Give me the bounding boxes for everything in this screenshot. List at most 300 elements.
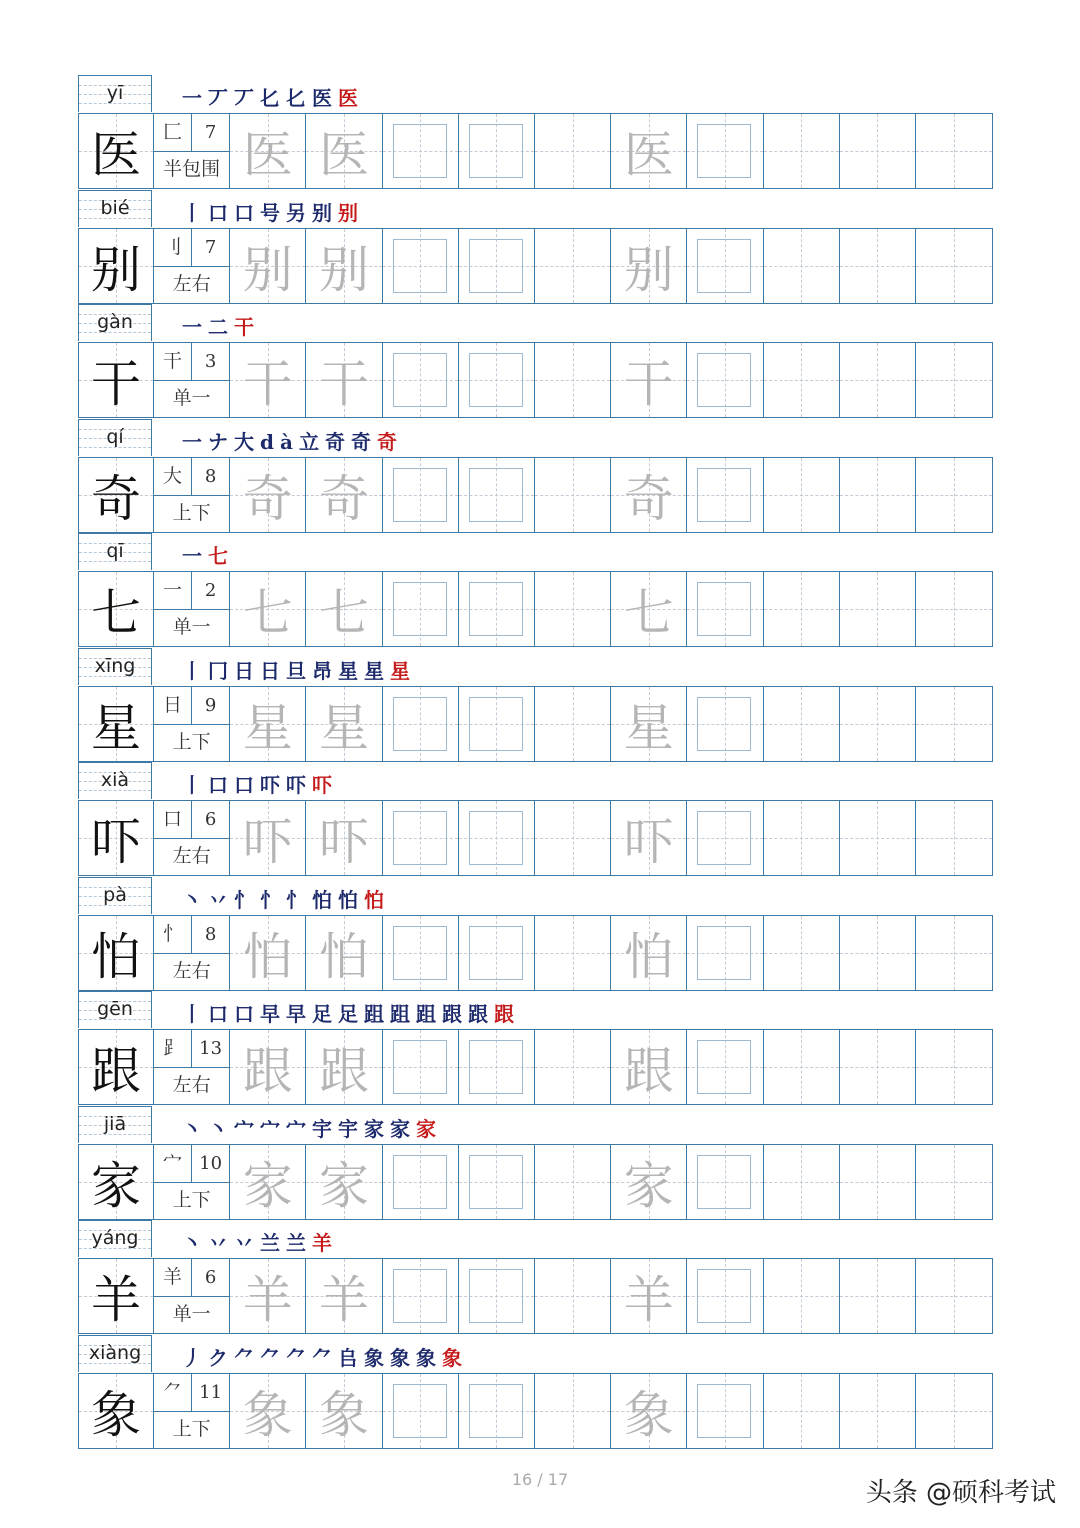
writing-box-cell — [459, 1259, 535, 1333]
stroke-step-final: 医 — [338, 86, 364, 110]
main-char: 干 — [91, 355, 141, 413]
writing-box-cell — [687, 1030, 763, 1104]
stroke-step: 冂 — [208, 658, 234, 683]
practice-grid-row — [78, 800, 993, 876]
trace-cell — [230, 1259, 306, 1333]
stroke-step: 日 — [260, 658, 286, 683]
writing-box-cell — [383, 229, 459, 303]
trace-cell — [306, 687, 382, 761]
trace-char: 星 — [242, 698, 293, 757]
radical: 干 — [154, 343, 192, 380]
writing-box-cell — [459, 1374, 535, 1448]
stroke-step: 立 — [298, 429, 325, 454]
blank-practice-cell — [840, 1145, 916, 1219]
stroke-step: 跙 — [416, 1002, 442, 1026]
writing-box — [697, 124, 751, 178]
blank-practice-cell — [764, 1030, 840, 1104]
stroke-step: 口 — [208, 200, 234, 225]
writing-box — [697, 1040, 751, 1094]
stroke-step-final: 家 — [416, 1116, 442, 1141]
stroke-step: 丷 — [208, 1231, 234, 1255]
trace-cell — [230, 1145, 306, 1219]
stroke-step: 宇 — [312, 1116, 338, 1141]
stroke-step: 奇 — [350, 429, 377, 454]
stroke-step: 怕 — [312, 887, 338, 912]
pinyin-row — [78, 1220, 993, 1258]
char-info-cell — [154, 114, 230, 188]
writing-box — [697, 1155, 751, 1209]
pinyin-cell — [78, 75, 152, 112]
blank-practice-cell — [840, 1374, 916, 1448]
writing-box-cell — [687, 687, 763, 761]
stroke-step-final: 羊 — [312, 1231, 338, 1255]
stroke-step: 大 — [234, 429, 260, 454]
pinyin-text: yáng — [91, 1227, 139, 1249]
practice-grid-row — [78, 113, 993, 189]
blank-practice-cell — [840, 343, 916, 417]
radical: 日 — [154, 687, 192, 724]
stroke-step-final: 跟 — [494, 1002, 520, 1026]
char-info-cell — [154, 572, 230, 646]
writing-box-cell — [383, 687, 459, 761]
main-char-cell — [79, 1259, 154, 1333]
trace-char: 象 — [242, 1385, 293, 1444]
blank-practice-cell — [764, 687, 840, 761]
trace-cell — [611, 1145, 687, 1219]
blank-practice-cell — [916, 114, 992, 188]
trace-char: 羊 — [242, 1271, 293, 1329]
main-char-cell — [79, 114, 154, 188]
stroke-step-final: 象 — [442, 1345, 468, 1370]
trace-char: 星 — [318, 698, 369, 757]
writing-box — [469, 697, 523, 751]
pinyin-text: xīng — [94, 654, 136, 677]
blank-practice-cell — [764, 572, 840, 646]
stroke-step: 兰 — [260, 1231, 286, 1255]
main-char: 吓 — [91, 813, 141, 871]
stroke-step: 丨 — [182, 200, 208, 225]
writing-box-cell — [459, 343, 535, 417]
writing-box — [469, 468, 523, 522]
char-block — [78, 190, 993, 305]
blank-practice-cell — [916, 1374, 992, 1448]
writing-box-cell — [383, 114, 459, 188]
main-char: 跟 — [91, 1042, 141, 1100]
writing-box — [393, 811, 447, 865]
pinyin-cell — [78, 533, 152, 570]
stroke-step: 家 — [364, 1116, 390, 1141]
writing-box — [697, 582, 751, 636]
trace-cell — [230, 114, 306, 188]
structure: 半包围 — [163, 158, 221, 180]
trace-cell — [306, 1145, 382, 1219]
stroke-step: 跟 — [442, 1002, 468, 1026]
writing-box — [393, 1040, 447, 1094]
stroke-step: 足 — [312, 1002, 338, 1026]
trace-cell — [306, 572, 382, 646]
trace-char: 奇 — [623, 469, 674, 528]
writing-box — [393, 239, 447, 293]
practice-grid-row — [78, 342, 993, 418]
blank-practice-cell — [840, 229, 916, 303]
writing-box — [469, 1384, 523, 1438]
writing-box — [697, 811, 751, 865]
stroke-step: 家 — [390, 1116, 416, 1141]
main-char-cell — [79, 229, 154, 303]
stroke-step: 丨 — [182, 1002, 208, 1026]
trace-cell — [611, 916, 687, 990]
stroke-step: 忄 — [260, 887, 286, 912]
blank-practice-cell — [916, 1030, 992, 1104]
writing-box — [469, 811, 523, 865]
practice-grid-row — [78, 228, 993, 304]
writing-box — [469, 353, 523, 407]
trace-char: 吓 — [318, 813, 369, 871]
blank-practice-cell — [916, 229, 992, 303]
trace-char: 别 — [318, 240, 369, 299]
writing-box-cell — [459, 1145, 535, 1219]
writing-box-cell — [383, 343, 459, 417]
trace-cell — [230, 343, 306, 417]
stroke-order — [182, 426, 403, 455]
writing-box-cell — [383, 916, 459, 990]
trace-char: 跟 — [623, 1042, 674, 1100]
practice-grid-row — [78, 1258, 993, 1334]
stroke-step: 一 — [182, 544, 208, 568]
trace-cell — [611, 1374, 687, 1448]
stroke-step: 足 — [338, 1002, 364, 1026]
blank-practice-cell — [764, 1374, 840, 1448]
stroke-step: 丶 — [182, 887, 208, 912]
stroke-order — [182, 540, 234, 569]
trace-char: 怕 — [318, 927, 369, 986]
stroke-step: 星 — [338, 658, 364, 683]
pinyin-text: bié — [100, 196, 130, 219]
char-info-cell — [154, 1145, 230, 1219]
trace-char: 医 — [242, 126, 293, 184]
blank-practice-cell — [840, 916, 916, 990]
stroke-step: 丨 — [182, 773, 208, 797]
stroke-step: 号 — [260, 200, 286, 225]
trace-char: 家 — [623, 1156, 674, 1215]
stroke-step: ナ — [208, 429, 234, 454]
main-char: 家 — [91, 1156, 141, 1215]
stroke-count: 10 — [199, 1152, 223, 1174]
pinyin-text: xià — [100, 769, 130, 791]
blank-practice-cell — [764, 458, 840, 532]
stroke-step-final: 吓 — [312, 773, 338, 797]
pinyin-row — [78, 762, 993, 800]
trace-char: 干 — [623, 355, 674, 413]
pinyin-cell — [78, 1106, 152, 1143]
blank-practice-cell — [840, 114, 916, 188]
stroke-count: 7 — [204, 122, 217, 143]
stroke-step: 𠂤 — [338, 1345, 364, 1370]
writing-box — [393, 124, 447, 178]
stroke-step: 口 — [208, 773, 234, 797]
blank-practice-cell — [535, 1145, 611, 1219]
pinyin-row — [78, 1335, 993, 1373]
trace-cell — [611, 1259, 687, 1333]
blank-practice-cell — [916, 458, 992, 532]
writing-box-cell — [383, 1030, 459, 1104]
pinyin-row — [78, 991, 993, 1029]
blank-practice-cell — [535, 687, 611, 761]
trace-cell — [230, 1374, 306, 1448]
stroke-step: 口 — [234, 200, 260, 225]
blank-practice-cell — [535, 229, 611, 303]
trace-cell — [306, 801, 382, 875]
writing-box-cell — [687, 458, 763, 532]
stroke-step: 吓 — [286, 773, 312, 797]
stroke-step-final: 怕 — [364, 887, 390, 912]
stroke-count: 8 — [204, 923, 217, 945]
stroke-order — [182, 769, 338, 798]
trace-char: 干 — [242, 355, 293, 413]
stroke-step: 丷 — [234, 1231, 260, 1255]
trace-char: 家 — [242, 1156, 293, 1215]
trace-char: 羊 — [318, 1271, 369, 1329]
writing-box-cell — [459, 572, 535, 646]
pinyin-row — [78, 419, 993, 457]
blank-practice-cell — [535, 916, 611, 990]
writing-box — [469, 926, 523, 980]
pinyin-row — [78, 190, 993, 228]
stroke-step: 早 — [260, 1002, 286, 1026]
stroke-step-final: 别 — [338, 200, 364, 225]
main-char: 星 — [91, 698, 141, 757]
writing-box — [393, 582, 447, 636]
pinyin-row — [78, 533, 993, 571]
stroke-step-final: 七 — [208, 544, 234, 568]
stroke-step: 早 — [286, 1002, 312, 1026]
main-char-cell — [79, 343, 154, 417]
char-info-cell — [154, 1374, 230, 1448]
writing-box — [469, 582, 523, 636]
practice-grid-row — [78, 457, 993, 533]
stroke-step: 奇 — [324, 429, 351, 454]
char-info-cell — [154, 343, 230, 417]
main-char: 奇 — [91, 469, 141, 528]
trace-cell — [306, 1030, 382, 1104]
trace-char: 奇 — [318, 469, 369, 528]
writing-box — [393, 1155, 447, 1209]
main-char: 别 — [91, 240, 141, 299]
structure: 左右 — [172, 845, 211, 867]
stroke-step: 一 — [182, 429, 208, 454]
trace-char: 象 — [623, 1385, 674, 1444]
trace-char: 跟 — [242, 1042, 293, 1100]
trace-cell — [611, 572, 687, 646]
stroke-step: 口 — [234, 773, 260, 797]
radical: 一 — [154, 572, 192, 609]
blank-practice-cell — [535, 801, 611, 875]
structure: 上下 — [172, 1417, 211, 1440]
pinyin-text: qí — [106, 425, 124, 448]
writing-box-cell — [687, 343, 763, 417]
stroke-count: 11 — [199, 1381, 223, 1403]
stroke-order — [182, 197, 364, 226]
trace-cell — [230, 801, 306, 875]
stroke-count: 9 — [204, 694, 217, 716]
radical: 刂 — [154, 229, 192, 266]
trace-cell — [230, 572, 306, 646]
stroke-order — [182, 998, 520, 1027]
blank-practice-cell — [764, 1145, 840, 1219]
radical: ⺈ — [154, 1374, 192, 1411]
writing-box — [393, 926, 447, 980]
char-block — [78, 1106, 993, 1221]
stroke-order — [182, 82, 364, 111]
pinyin-cell — [78, 190, 152, 227]
stroke-order — [182, 1342, 468, 1371]
trace-cell — [306, 114, 382, 188]
trace-cell — [611, 343, 687, 417]
practice-grid-row — [78, 1373, 993, 1449]
blank-practice-cell — [916, 916, 992, 990]
trace-cell — [306, 458, 382, 532]
blank-practice-cell — [764, 1259, 840, 1333]
pinyin-row — [78, 304, 993, 342]
writing-box-cell — [687, 916, 763, 990]
blank-practice-cell — [535, 1259, 611, 1333]
trace-cell — [230, 687, 306, 761]
stroke-step: 口 — [234, 1002, 260, 1026]
writing-box-cell — [383, 458, 459, 532]
writing-box — [697, 239, 751, 293]
writing-box — [469, 1155, 523, 1209]
char-info-cell — [154, 916, 230, 990]
writing-box-cell — [459, 687, 535, 761]
writing-box-cell — [383, 1374, 459, 1448]
trace-cell — [611, 1030, 687, 1104]
stroke-step: 日 — [234, 658, 260, 683]
pinyin-row — [78, 648, 993, 686]
blank-practice-cell — [840, 801, 916, 875]
pinyin-row — [78, 1106, 993, 1144]
main-char-cell — [79, 687, 154, 761]
writing-box-cell — [383, 1145, 459, 1219]
writing-box-cell — [459, 229, 535, 303]
practice-grid-row — [78, 915, 993, 991]
trace-cell — [230, 916, 306, 990]
main-char-cell — [79, 458, 154, 532]
trace-char: 奇 — [242, 469, 293, 528]
char-block — [78, 304, 993, 419]
writing-box-cell — [687, 572, 763, 646]
trace-cell — [611, 114, 687, 188]
writing-box-cell — [459, 458, 535, 532]
stroke-step: 丆 — [208, 86, 234, 110]
main-char-cell — [79, 801, 154, 875]
stroke-order — [182, 1227, 338, 1256]
trace-char: 医 — [623, 126, 674, 184]
stroke-count: 13 — [199, 1038, 223, 1059]
stroke-step: 别 — [312, 200, 338, 225]
stroke-step: 象 — [364, 1345, 390, 1370]
stroke-step: 一 — [182, 86, 208, 110]
trace-char: 七 — [318, 584, 369, 642]
char-block — [78, 991, 993, 1106]
writing-box-cell — [687, 1374, 763, 1448]
blank-practice-cell — [535, 114, 611, 188]
stroke-step: dà — [260, 429, 299, 454]
pinyin-text: qī — [106, 540, 124, 562]
trace-char: 七 — [242, 584, 293, 642]
pinyin-cell — [78, 419, 152, 456]
pinyin-cell — [78, 877, 152, 914]
stroke-count: 6 — [204, 809, 217, 830]
stroke-step: ク — [208, 1345, 234, 1370]
writing-box — [393, 1384, 447, 1438]
trace-char: 怕 — [242, 927, 293, 986]
practice-sheet — [78, 75, 993, 1449]
stroke-step: 宀 — [234, 1116, 260, 1141]
stroke-step: 象 — [390, 1345, 416, 1370]
writing-box-cell — [687, 1259, 763, 1333]
trace-cell — [306, 1374, 382, 1448]
writing-box-cell — [383, 1259, 459, 1333]
writing-box-cell — [383, 801, 459, 875]
stroke-step: ⺈ — [260, 1345, 286, 1370]
char-block — [78, 762, 993, 877]
blank-practice-cell — [916, 687, 992, 761]
writing-box-cell — [687, 1145, 763, 1219]
writing-box-cell — [383, 572, 459, 646]
trace-char: 羊 — [623, 1271, 674, 1329]
stroke-step: 丆 — [234, 86, 260, 110]
char-block — [78, 419, 993, 534]
stroke-order — [182, 1113, 442, 1142]
char-block — [78, 533, 993, 648]
structure: 上下 — [172, 501, 211, 524]
trace-cell — [230, 1030, 306, 1104]
stroke-step: 丿 — [182, 1345, 208, 1370]
pinyin-cell — [78, 304, 152, 341]
main-char-cell — [79, 1030, 154, 1104]
stroke-step: 丷 — [208, 887, 234, 912]
writing-box — [697, 926, 751, 980]
pinyin-cell — [78, 1335, 152, 1372]
writing-box — [469, 239, 523, 293]
char-info-cell — [154, 229, 230, 303]
writing-box — [393, 468, 447, 522]
pinyin-cell — [78, 762, 152, 799]
writing-box — [469, 1040, 523, 1094]
blank-practice-cell — [764, 229, 840, 303]
blank-practice-cell — [916, 572, 992, 646]
trace-char: 吓 — [242, 813, 293, 871]
radical: 匚 — [154, 114, 192, 151]
writing-box-cell — [687, 229, 763, 303]
stroke-step: 跙 — [364, 1002, 390, 1026]
blank-practice-cell — [764, 114, 840, 188]
writing-box — [697, 468, 751, 522]
stroke-step: 另 — [286, 200, 312, 225]
radical: 忄 — [154, 916, 192, 953]
structure: 左右 — [172, 1074, 211, 1096]
stroke-step: 宇 — [338, 1116, 364, 1141]
stroke-count: 2 — [204, 580, 217, 601]
trace-char: 别 — [623, 240, 674, 299]
pinyin-text: jiā — [103, 1112, 127, 1135]
writing-box — [393, 697, 447, 751]
main-char-cell — [79, 572, 154, 646]
structure: 单一 — [172, 387, 211, 409]
stroke-step: 忄 — [234, 887, 260, 912]
stroke-step: 星 — [364, 658, 390, 683]
stroke-count: 8 — [204, 465, 217, 487]
